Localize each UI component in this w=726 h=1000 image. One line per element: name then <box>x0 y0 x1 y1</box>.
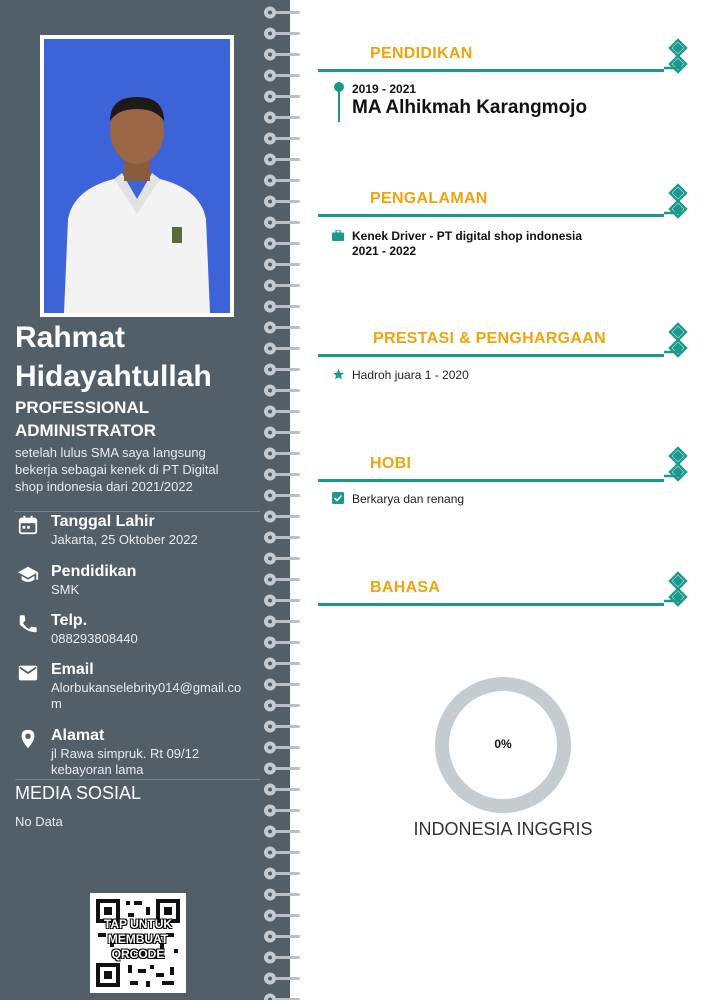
binding-ring <box>264 385 300 397</box>
achievement-item: Hadroh juara 1 - 2020 <box>352 368 469 382</box>
profile-photo <box>44 39 230 313</box>
social-value: No Data <box>15 814 63 829</box>
binding-ring <box>264 70 300 82</box>
binding-ring <box>264 511 300 523</box>
spiral-binding <box>258 0 306 1000</box>
mail-icon <box>17 662 39 684</box>
profile-photo-frame[interactable] <box>40 35 234 317</box>
binding-ring <box>264 952 300 964</box>
info-education-value: SMK <box>51 582 80 597</box>
section-hobbies-title: HOBI <box>370 455 412 472</box>
info-email-value: Alorbukanselebrity014@gmail.com <box>51 680 242 711</box>
info-birth-label: Tanggal Lahir <box>51 513 155 530</box>
binding-ring <box>264 637 300 649</box>
graduation-cap-icon <box>17 564 39 586</box>
binding-ring <box>264 931 300 943</box>
binding-ring <box>264 763 300 775</box>
binding-ring <box>264 112 300 124</box>
binding-ring <box>264 133 300 145</box>
language-percent: 0% <box>494 737 512 751</box>
binding-ring <box>264 343 300 355</box>
binding-ring <box>264 490 300 502</box>
binding-ring <box>264 280 300 292</box>
experience-years: 2021 - 2022 <box>352 244 417 258</box>
binding-ring <box>264 259 300 271</box>
ornament-icon <box>660 38 692 74</box>
binding-ring <box>264 469 300 481</box>
info-address-label: Alamat <box>51 727 105 744</box>
binding-ring <box>264 595 300 607</box>
section-experience-title: PENGALAMAN <box>370 190 488 207</box>
info-phone-value: 088293808440 <box>51 631 138 646</box>
ornament-icon <box>660 446 692 482</box>
binding-ring <box>264 406 300 418</box>
binding-ring <box>264 322 300 334</box>
binding-ring <box>264 994 300 1000</box>
binding-ring <box>264 91 300 103</box>
binding-ring <box>264 868 300 880</box>
sidebar-divider <box>15 779 260 780</box>
binding-ring <box>264 889 300 901</box>
section-education-line <box>318 69 664 72</box>
binding-ring <box>264 973 300 985</box>
calendar-icon <box>17 514 39 536</box>
binding-ring <box>264 679 300 691</box>
binding-ring <box>264 616 300 628</box>
education-years: 2019 - 2021 <box>352 82 417 96</box>
ornament-icon <box>660 571 692 607</box>
info-email-label: Email <box>51 661 94 678</box>
binding-ring <box>264 532 300 544</box>
info-birth-value: Jakarta, 25 Oktober 2022 <box>51 532 198 547</box>
binding-ring <box>264 658 300 670</box>
section-achievements-line <box>318 354 664 357</box>
info-address-value: jl Rawa simpruk. Rt 09/12 kebayoran lama <box>51 746 200 777</box>
briefcase-icon <box>332 230 344 241</box>
binding-ring <box>264 805 300 817</box>
hobby-item: Berkarya dan renang <box>352 492 465 506</box>
binding-ring <box>264 364 300 376</box>
binding-ring <box>264 784 300 796</box>
binding-ring <box>264 49 300 61</box>
binding-ring <box>264 217 300 229</box>
binding-ring <box>264 154 300 166</box>
checkbox-icon <box>332 492 344 504</box>
binding-ring <box>264 28 300 40</box>
binding-ring <box>264 427 300 439</box>
binding-ring <box>264 700 300 712</box>
section-experience-line <box>318 214 664 217</box>
binding-ring <box>264 742 300 754</box>
binding-ring <box>264 553 300 565</box>
qr-code-label: TAP UNTUK MEMBUAT QRCODE <box>103 917 173 961</box>
section-languages-title: BAHASA <box>370 579 441 596</box>
binding-ring <box>264 847 300 859</box>
binding-ring <box>264 238 300 250</box>
section-hobbies-line <box>318 479 664 482</box>
binding-ring <box>264 721 300 733</box>
section-languages-line <box>318 603 664 606</box>
section-achievements-title: PRESTASI & PENGHARGAAN <box>373 330 606 347</box>
info-education-label: Pendidikan <box>51 563 137 580</box>
binding-ring <box>264 301 300 313</box>
phone-icon <box>17 613 39 635</box>
binding-ring <box>264 448 300 460</box>
timeline-line <box>338 90 340 122</box>
binding-ring <box>264 175 300 187</box>
sidebar <box>0 0 290 1000</box>
info-phone-label: Telp. <box>51 612 88 629</box>
section-education-title: PENDIDIKAN <box>370 45 473 62</box>
education-school: MA Alhikmah Karangmojo <box>352 97 588 118</box>
experience-job: Kenek Driver - PT digital shop indonesia <box>352 229 583 243</box>
ornament-icon <box>660 322 692 358</box>
binding-ring <box>264 7 300 19</box>
profile-role: PROFESSIONAL ADMINISTRATOR <box>15 398 157 440</box>
language-name: INDONESIA INGGRIS <box>413 819 593 839</box>
qr-code-button[interactable] <box>90 893 186 993</box>
profile-summary: setelah lulus SMA saya langsung bekerja sebagai kenek di PT Digital shop indonesia dari 2021/2022 <box>15 445 219 494</box>
profile-name: Rahmat Hidayahtullah <box>15 321 212 393</box>
binding-ring <box>264 574 300 586</box>
ornament-icon <box>660 183 692 219</box>
social-title: MEDIA SOSIAL <box>15 783 142 803</box>
location-pin-icon <box>17 728 39 750</box>
binding-ring <box>264 196 300 208</box>
binding-ring <box>264 826 300 838</box>
binding-ring <box>264 910 300 922</box>
star-icon <box>332 368 345 381</box>
